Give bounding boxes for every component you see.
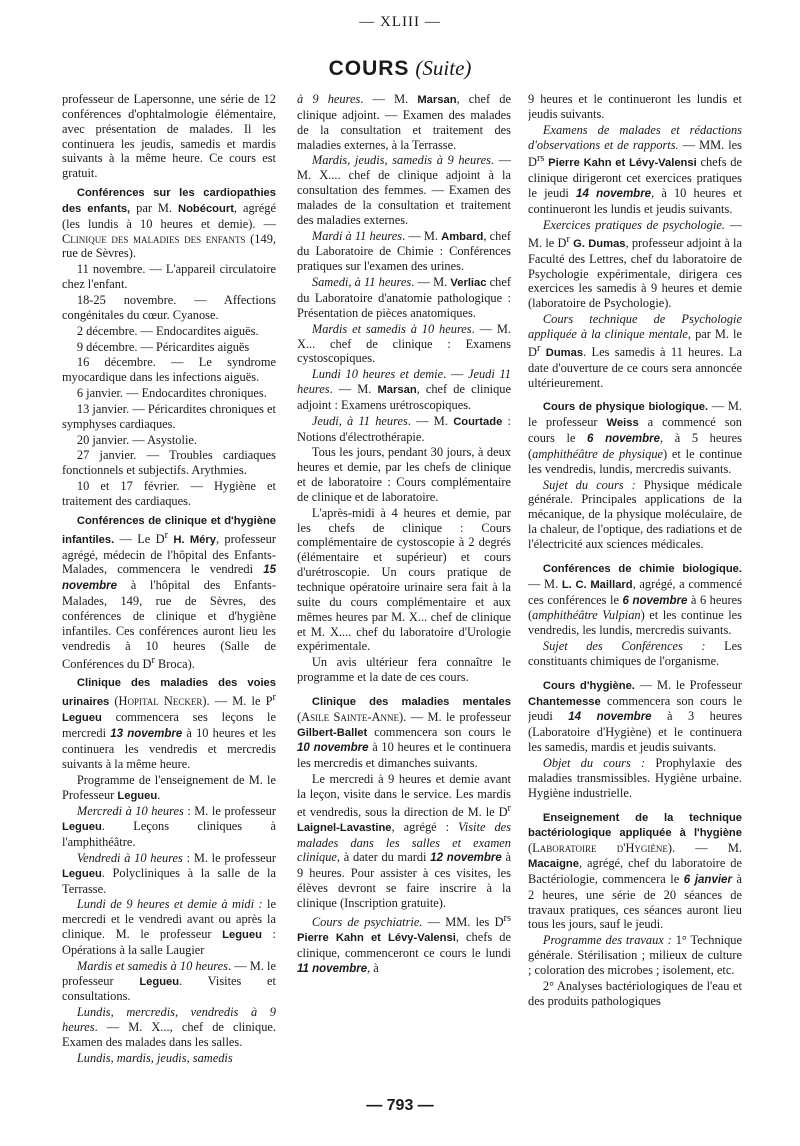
paragraph [62,804,276,850]
text: chef du Laboratoire d'anatomie pathologique : Présentation de pièces anatomiques. [297,275,511,320]
text: ). — M. le P [202,694,273,709]
italic-text: Exercices pratiques de psychologie. [542,217,726,232]
paragraph-physique-biologique [528,399,742,476]
course-place: Clinique des maladies des enfants [62,231,246,246]
text: chefs de clinique dirigeront cet exercices pratiques le jeudi [528,155,742,201]
text: Le mercredi à 9 heures et demie avant la leçon, visite dans le service. Les mardis et vendredis, sous la direction de M. le D [297,772,511,819]
course-date: 6 novembre [586,433,661,446]
text: — M. [528,576,562,591]
text: à 10 heures et les continuera les vendredis et mercredis suivants à la même heure. [62,726,276,771]
professor-name: Chantemesse [528,695,601,708]
course-place: amphithéâtre de physique [532,446,664,461]
italic-text: Visite des malades dans les salles et examen clinique, [297,819,511,865]
professor-name: Nobécourt [177,202,234,215]
text: , agrégé (les lundis à 10 heures et demie). — [62,200,276,231]
professor-name: Legueu [222,929,262,942]
professor-name: Laignel-Lavastine [297,821,392,834]
superscript: rs [503,912,511,924]
schedule-time: Mardis et samedis à 10 heures [76,958,228,973]
text: ( [528,841,533,856]
text: ) et les continue les vendredis, les lundis, mercredis suivants. [528,608,742,638]
text: , chef de clinique adjoint : Examens urétroscopiques. [297,382,511,412]
page-folio: — XLIII — [359,14,441,30]
course-place: amphithéâtre Vulpian [532,608,641,623]
paragraph [297,912,511,977]
schedule-item: 6 janvier. — Endocardites chroniques. [76,386,267,401]
text: , chef de clinique adjoint. — Examen des malades de la consultation et traitement des maladies externes, à la Terrasse. [297,92,511,152]
text: à l'hôpital des Enfants-Malades, 149, rue de Sèvres, des conférences de clinique et d'hygiène infantiles. Ces conférences auront lieu les vendredis à 10 heures (Salle de Conférences du D [62,578,276,671]
text: . Leçons cliniques à l'amphithéâtre. [62,819,276,850]
course-title: Conférences de clinique et d'hygiène infantiles. [62,514,276,546]
paragraph [62,773,276,804]
paragraph: L'après-midi à 4 heures et demie, par les chefs de clinique : Cours complémentaire de cystoscopie à 2 degrés (élémentaire et supérieur) et cours d'urétroscopie. Un cours pratique de technique opératoire urinaire sera fait à la suite du cours complémentaire et aux mêmes heures par M. X... chef de clinique et M. X.... chef du laboratoire d'Urologie expérimentale. [297,505,511,654]
text: Physique médicale générale. Principales applications de la mécanique, de la physique moléculaire, de la chaleur, de l'optique, des radiations et de l'électricité aux sciences médicales. [528,477,742,551]
schedule-time: Mercredi à 10 heures [76,804,184,819]
paragraph [62,92,276,181]
professor-name: Dumas [545,346,584,359]
text: — Le D [114,531,165,546]
paragraph [62,851,276,897]
paragraph-bacteriologie [528,810,742,933]
superscript: r [272,692,276,704]
paragraph-hygiene [528,678,742,755]
text: à 9 heures. Pour assister à ces visites, les élèves devront se faire inscrire à la clinique (Inscription gratuite). [297,850,511,910]
text: , agrégé, chef du laboratoire de Bactériologie, commencera le [528,856,742,886]
course-date: 6 janvier [683,873,732,886]
course-date: 10 novembre [297,742,369,755]
text: . — [443,367,468,382]
text: , à 5 heures ( [528,431,742,461]
text: , chef du Laboratoire de Chimie : Conférences pratiques sur l'examen des urines. [297,228,511,274]
text: commencera son cours le jeudi [528,693,742,724]
paragraph [297,275,511,321]
paragraph [528,312,742,390]
text: , à [367,960,379,975]
professor-name: Gilbert-Ballet [297,726,368,739]
paragraph [528,478,742,552]
text: — M. le professeur [528,399,742,430]
schedule-item: 2 décembre. — Endocardites aiguës. [76,323,259,338]
superscript: r [566,233,570,245]
text: . Visites et consultations. [62,973,276,1004]
paragraph [62,897,276,957]
page-number: — 793 — [366,1097,434,1114]
paragraph: Un avis ultérieur fera connaître le programme et la date de ces cours. [297,655,511,685]
schedule-time: Lundi de 9 heures et demie à midi : [76,897,263,912]
text: , agrégé : [391,819,459,834]
course-place: Hopital Necker [118,694,203,709]
schedule-item: 13 janvier. — Péricardites chroniques et symphyses cardiaques. [62,401,276,431]
paragraph [528,756,742,801]
text: — M. le D [528,217,742,250]
text: à dater du mardi [340,850,431,865]
paragraph [297,229,511,275]
text: . — M. [329,382,378,397]
text: Broca). [154,656,195,671]
professor-name: Pierre Kahn et Lévy-Valensi [548,157,697,170]
text: : M. le professeur [182,850,276,865]
course-title: Cours d'hygiène. [542,679,635,692]
schedule-time: Jeudi, à 11 heures [311,413,408,428]
paragraph [62,1051,276,1066]
course-title: Conférences de chimie biologique. [542,562,742,575]
schedule-item: 11 novembre. — L'appareil circulatoire chez l'enfant. [62,262,276,292]
text: le mercredi et le vendredi avant ou après la clinique. M. le professeur [62,897,276,942]
professor-name: Courtade [453,415,503,428]
text: : M. le professeur [183,804,276,819]
paragraph [528,933,742,978]
text: . [157,787,161,802]
schedule-item: 9 décembre. — Péricardites aiguës [76,339,250,354]
course-title: Clinique des maladies mentales [311,695,511,708]
paragraph [297,367,511,413]
paragraph [62,1005,276,1050]
course-date: 15 novembre [62,564,276,593]
schedule-time: Lundis, mardis, jeudis, samedis [76,1050,233,1065]
paragraph [297,322,511,367]
professor-name: Ambard [441,230,484,243]
column-3 [528,92,742,1082]
paragraph [297,772,511,911]
text: par M. [130,200,178,215]
text: commencera ses leçons le mercredi [62,710,276,741]
course-date: 13 novembre [110,728,183,741]
professor-name: Legueu [139,975,180,988]
text: ) et le continue les vendredis, lundis, mercredis suivants. [528,446,742,476]
professor-name: Pierre Kahn et Lévy-Valensi [297,931,456,944]
professor-name: Legueu [62,867,102,880]
text: Programme de l'enseignement de M. le Professeur [62,772,276,802]
text: ( [109,694,119,709]
paragraph: Tous les jours, pendant 30 jours, à deux heures et demie, par les chefs de clinique et de laboratoire : Cours complémentaire de clinique et de laboratoire. [297,445,511,504]
professor-name: H. Méry [173,533,216,546]
paragraph [62,959,276,1005]
paragraph [528,639,742,669]
schedule-time: Mardis et samedis à 10 heures [311,321,472,336]
course-date: 11 novembre [297,962,368,975]
professor-name: L. C. Maillard [561,578,633,591]
italic-text: Sujet des Conférences : [542,639,706,654]
professor-name: Macaigne [528,858,579,871]
section-title: COURS [328,57,410,80]
text: . — M. [360,92,418,106]
schedule-time: Vendredi à 10 heures [76,850,183,865]
column-1 [62,92,276,1082]
paragraph [297,153,511,227]
schedule-time: Samedi, à 11 heures [311,275,412,290]
text: , professeur agrégé, médecin de l'hôpital des Enfants-Malades, commencera le vendredi [62,531,276,577]
paragraph [297,414,511,445]
course-title: Cours de physique biologique. [542,401,709,414]
paragraph-voies-urinaires [62,675,276,771]
course-title: Conférences sur les cardiopathies des enfants, [62,187,276,215]
text: Les constituants chimiques de l'organisme. [528,639,742,668]
superscript: r [164,529,169,541]
text: (149, rue de Sèvres). [62,231,276,261]
paragraph [297,92,511,152]
schedule-time: Jeudi 11 heures [297,367,511,397]
italic-text: Programme des travaux : [542,933,672,948]
course-date: 6 novembre [622,594,688,607]
text: . — M. [407,413,454,428]
text: , à 10 heures et continueront les lundis et jeudis suivants. [528,186,742,217]
text: . — M. X... chef de clinique : Examens cystoscopiques. [297,321,511,366]
course-date: 14 novembre [576,188,652,201]
italic-text: Cours de psychiatrie. [311,914,423,929]
paragraph: 2° Analyses bactériologiques de l'eau et des produits pathologiques [528,978,742,1008]
text: professeur de Lapersonne, une série de 12 conférences d'ophtalmologie élémentaire, avec présentation de malades. Il les continuera les jeudis, samedis et mardis suivants à la même heure. Ce cours est gratuit. [62,92,276,181]
text: . — M. [402,228,442,243]
professor-name: Legueu [62,821,102,834]
text: ). — M. [667,841,742,856]
paragraph-hygiene-infantile [62,513,276,672]
section-heading [0,56,800,81]
text: à 2 heures, une série de 20 séances de travaux pratiques, ces séances auront lieu tous les jours, sauf le jeudi. [528,871,742,932]
paragraph [528,218,742,311]
course-title: Clinique des maladies des voies urinaires [62,677,276,709]
text: à 10 heures et le continuera les mercredis et dimanches suivants. [297,740,511,771]
text: : Opérations à la salle Laugier [62,927,276,957]
text: . Les samedis à 11 heures. La date d'ouverture de ce cours sera annoncée ultérieurement. [528,344,742,390]
text: à 3 heures (Laboratoire d'Hygiène) et le continuera les samedis, mardis et jeudis suivants. [528,709,742,755]
schedule-item: 16 décembre. — Le syndrome myocardique dans les infections aiguës. [62,355,276,385]
text: par M. le D [528,326,742,359]
text: a commencé son cours le [528,415,742,446]
paragraph: 9 heures et le continueront les lundis et jeudis suivants. [528,92,742,121]
text: . — M. X..., chef de clinique. Examen des malades dans les salles. [62,1020,276,1049]
superscript: r [507,802,511,814]
professor-name: Legueu [62,712,102,725]
section-subtitle: (Suite) [415,56,472,80]
course-place: Asile Sainte-Anne [301,709,399,724]
professor-name: Marsan [377,384,417,397]
course-date: 14 novembre [568,711,652,724]
text: — M. le Professeur [634,677,742,692]
schedule-time: Mardis, jeudis, samedis à 9 heures [311,153,491,168]
course-date: 12 novembre [430,852,502,865]
paragraph [528,123,742,217]
text: — MM. les D [422,914,504,929]
schedule-item: 10 et 17 février. — Hygiène et traitement des cardiaques. [62,479,276,508]
text: 1° Technique générale. Stérilisation ; milieux de culture ; coloration des microbes ; isolement, etc. [528,933,742,977]
course-place: Laboratoire d'Hygiène [532,841,668,856]
text: . Polycliniques à la salle de la Terrasse. [62,865,276,896]
text: . — M. [411,275,451,290]
text: à 6 heures ( [528,592,742,623]
text: ). — M. le professeur [398,709,511,724]
schedule-time: Lundis, mercredis, vendredis à 9 heures [62,1005,276,1035]
professor-name: G. Dumas [573,237,626,250]
text: commencera son cours le [367,724,511,739]
text: : Notions d'électrothérapie. [297,413,511,444]
italic-text: Cours technique de Psychologie appliquée à la clinique mentale, [528,312,742,341]
text: , chefs de clinique, commenceront ce cours le lundi [297,929,511,960]
italic-text: Sujet du cours : [542,477,636,492]
professor-name: Legueu [117,789,158,802]
professor-name: Verliac [450,277,487,290]
text: , agrégé, a commencé ces conférences le [528,576,742,607]
text: . — M. le professeur [62,958,276,988]
professor-name: Weiss [606,417,639,430]
paragraph-cardiopathies [62,185,276,261]
superscript: r [151,654,155,666]
italic-text: Examens de malades et rédactions d'observations et de rapports. [528,122,742,152]
course-title: Enseignement de la technique bactériologique appliquée à l'hygiène [528,811,742,840]
professor-name: Marsan [417,94,457,106]
superscript: rs [536,153,545,165]
schedule-time: Mardi à 11 heures [311,228,403,243]
superscript: r [536,342,541,354]
schedule-item: 20 janvier. — Asystolie. [76,432,197,447]
schedule-item: 18-25 novembre. — Affections congénitales du cœur. Cyanose. [62,292,276,322]
column-2 [297,92,511,1082]
paragraph-maladies-mentales [297,694,511,771]
italic-text: Objet du cours : [542,755,646,770]
text: — MM. les D [528,137,742,170]
schedule-time: Lundi 10 heures et demie [311,367,444,382]
text: , professeur adjoint à la Faculté des Lettres, chef du laboratoire de Psychologie expérimentale, dirigera ces exercices les samedis à 9 heures et demie (laboratoire de Psychologie). [528,235,742,311]
text: ( [297,709,302,724]
text: Prophylaxie des maladies transmissibles. Hygiène urbaine. Hygiène industrielle. [528,755,742,800]
schedule-item: 27 janvier. — Troubles cardiaques fonctionnels et subjectifs. Arythmies. [62,448,276,478]
paragraph-chimie-biologique [528,561,742,638]
text: . — M. X.... chef de clinique adjoint à la consultation des femmes. — Examen des malades de la consultation et traitement des maladies externes. [297,153,511,227]
schedule-time: à 9 heures [297,92,361,106]
